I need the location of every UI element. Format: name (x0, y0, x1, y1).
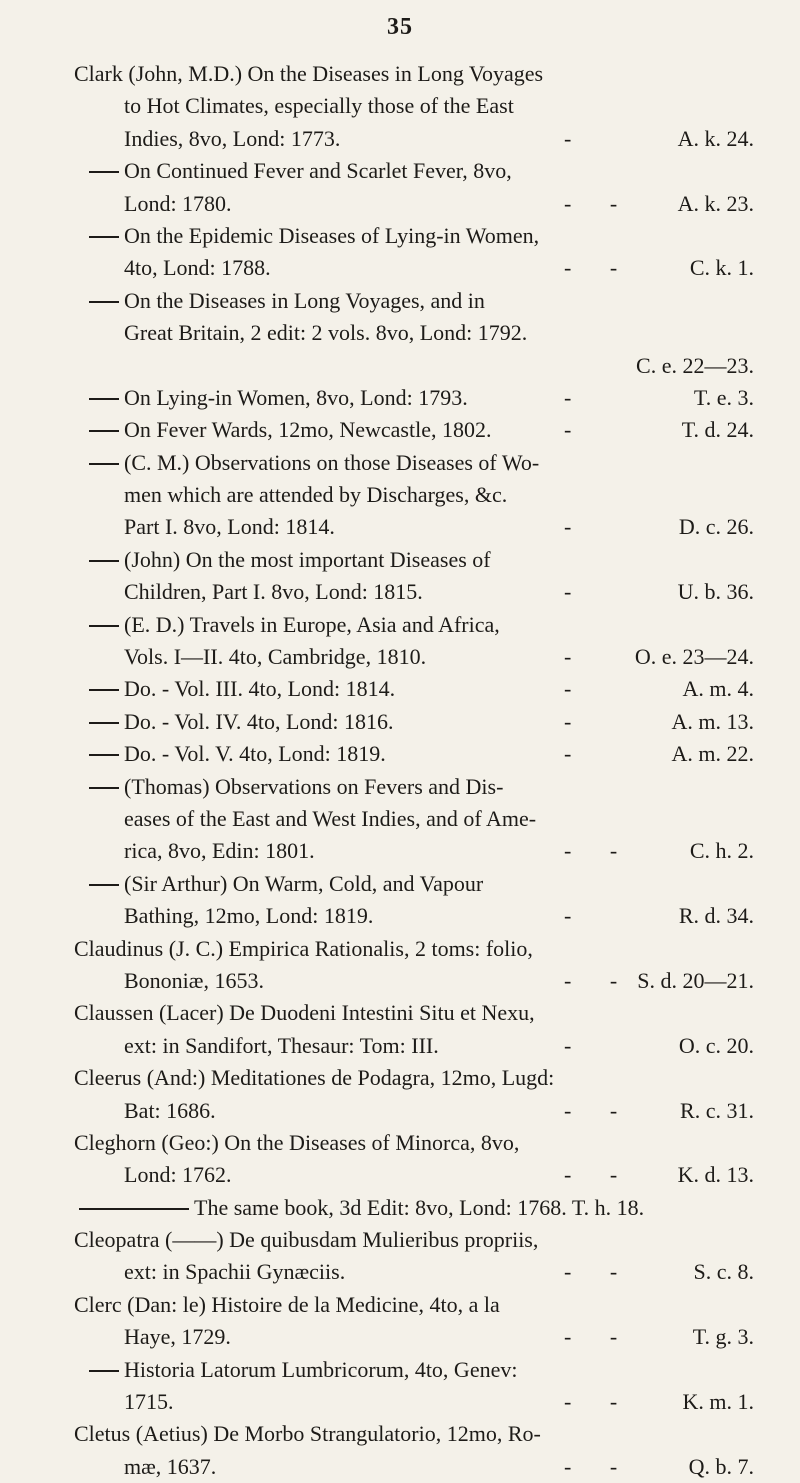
entry-text: (E. D.) Travels in Europe, Asia and Africa, (124, 611, 500, 637)
entry-text: ext: in Spachii Gynæciis. (124, 1259, 346, 1285)
catalogue-line (74, 252, 754, 284)
entry-text: Lond: 1762. (124, 1162, 232, 1188)
catalogue-entries (74, 58, 754, 1483)
shelf-reference: T. d. 24. (681, 417, 754, 443)
shelf-reference: R. d. 34. (678, 903, 754, 929)
separator-hyphen: - - (564, 1389, 618, 1415)
entry-text: Claudinus (J. C.) Empirica Rationalis, 2 toms: folio, (74, 935, 533, 961)
ditto-dash (89, 787, 119, 789)
catalogue-line (74, 965, 754, 997)
separator-hyphen: - (564, 741, 572, 767)
ditto-dash (89, 301, 119, 303)
entry-text: On Continued Fever and Scarlet Fever, 8vo, (124, 158, 512, 184)
separator-hyphen: - (564, 708, 572, 734)
entry-text: (Sir Arthur) On Warm, Cold, and Vapour (124, 870, 484, 896)
separator-hyphen: - (564, 676, 572, 702)
entry-text: eases of the East and West Indies, and of Ame- (124, 805, 537, 831)
shelf-reference: K. d. 13. (677, 1162, 754, 1188)
catalogue-line (74, 1321, 754, 1353)
entry-text: Historia Latorum Lumbricorum, 4to, Genev: (124, 1356, 518, 1382)
entry-text: men which are attended by Discharges, &c. (124, 482, 508, 508)
catalogue-line (74, 771, 754, 803)
entry-text: Cleopatra (——) De quibusdam Mulieribus propriis, (74, 1227, 539, 1253)
separator-hyphen: - - (564, 838, 618, 864)
entry-text: The same book, 3d Edit: 8vo, Lond: 1768. T. h. 18. (194, 1194, 645, 1220)
separator-hyphen: - - (564, 1324, 618, 1350)
catalogue-line (74, 317, 754, 349)
ditto-dash (89, 1370, 119, 1372)
shelf-reference: A. m. 13. (671, 708, 754, 734)
entry-text: Clark (John, M.D.) On the Diseases in Long Voyages (74, 61, 544, 86)
ditto-dash (79, 1208, 189, 1210)
shelf-reference: T. e. 3. (693, 384, 754, 410)
catalogue-line (74, 544, 754, 576)
separator-hyphen: - (564, 644, 572, 670)
ditto-dash (89, 463, 119, 465)
entry-text: Lond: 1780. (124, 190, 232, 216)
entry-text: Do. - Vol. IV. 4to, Lond: 1816. (124, 708, 394, 734)
separator-hyphen: - (564, 384, 572, 410)
entry-text: Cletus (Aetius) De Morbo Strangulatorio, 12mo, Ro- (74, 1421, 541, 1447)
entry-text: Children, Part I. 8vo, Lond: 1815. (124, 579, 423, 605)
entry-text: mæ, 1637. (124, 1453, 217, 1479)
separator-hyphen: - (564, 514, 572, 540)
entry-text: Claussen (Lacer) De Duodeni Intestini Situ et Nexu, (74, 1000, 535, 1026)
shelf-reference: Q. b. 7. (688, 1453, 754, 1479)
entry-text: On the Epidemic Diseases of Lying-in Women, (124, 222, 540, 248)
catalogue-line (74, 511, 754, 543)
shelf-reference: T. g. 3. (692, 1324, 754, 1350)
entry-text: On the Diseases in Long Voyages, and in (124, 287, 485, 313)
ditto-dash (89, 722, 119, 724)
entry-text: 1715. (124, 1389, 174, 1415)
entry-text: Bat: 1686. (124, 1097, 216, 1123)
catalogue-line (74, 738, 754, 770)
ditto-dash (89, 171, 119, 173)
catalogue-line (74, 123, 754, 155)
catalogue-line (74, 835, 754, 867)
ditto-dash (89, 398, 119, 400)
ditto-dash (89, 625, 119, 627)
catalogue-line (74, 609, 754, 641)
separator-hyphen: - (564, 579, 572, 605)
catalogue-line (74, 900, 754, 932)
entry-text: Great Britain, 2 edit: 2 vols. 8vo, Lond: 1792. (124, 320, 528, 346)
catalogue-line (74, 1127, 754, 1159)
entry-text: On Lying-in Women, 8vo, Lond: 1793. (124, 384, 468, 410)
shelf-reference: D. c. 26. (678, 514, 754, 540)
separator-hyphen: - - (564, 1259, 618, 1285)
catalogue-line (74, 1289, 754, 1321)
ditto-dash (89, 884, 119, 886)
entry-text: to Hot Climates, especially those of the East (124, 93, 514, 119)
entry-text: Do. - Vol. III. 4to, Lond: 1814. (124, 676, 396, 702)
shelf-reference: C. h. 2. (689, 838, 754, 864)
entry-text: Bathing, 12mo, Lond: 1819. (124, 903, 374, 929)
separator-hyphen: - - (564, 1162, 618, 1188)
separator-hyphen: - (564, 903, 572, 929)
catalogue-line (74, 1256, 754, 1288)
shelf-reference: O. e. 23—24. (634, 644, 754, 670)
catalogue-line (74, 803, 754, 835)
ditto-dash (89, 689, 119, 691)
shelf-reference: R. c. 31. (680, 1097, 754, 1123)
separator-hyphen: - (564, 1032, 572, 1058)
shelf-reference: A. m. 22. (671, 741, 754, 767)
catalogue-line (74, 90, 754, 122)
catalogue-line (74, 1418, 754, 1450)
shelf-reference: C. e. 22—23. (636, 352, 754, 378)
catalogue-line (74, 350, 754, 382)
catalogue-line (74, 1095, 754, 1127)
catalogue-line (74, 868, 754, 900)
entry-text: Part I. 8vo, Lond: 1814. (124, 514, 335, 540)
shelf-reference: A. k. 24. (677, 125, 754, 151)
catalogue-line (74, 706, 754, 738)
separator-hyphen: - - (564, 255, 618, 281)
catalogue-line (74, 479, 754, 511)
shelf-reference: C. k. 1. (689, 255, 754, 281)
catalogue-line (74, 1354, 754, 1386)
catalogue-line (74, 641, 754, 673)
entry-text: On Fever Wards, 12mo, Newcastle, 1802. (124, 417, 492, 443)
entry-text: 4to, Lond: 1788. (124, 255, 271, 281)
ditto-dash (89, 430, 119, 432)
catalogue-line (74, 673, 754, 705)
catalogue-line (74, 1192, 754, 1224)
shelf-reference: U. b. 36. (677, 579, 754, 605)
catalogue-line (74, 220, 754, 252)
catalogue-line (74, 1030, 754, 1062)
catalogue-line (74, 414, 754, 446)
catalogue-line (74, 58, 754, 90)
entry-text: Cleghorn (Geo:) On the Diseases of Minorca, 8vo, (74, 1129, 520, 1155)
catalogue-line (74, 1451, 754, 1483)
shelf-reference: A. k. 23. (677, 190, 754, 216)
shelf-reference: S. c. 8. (693, 1259, 754, 1285)
catalogue-line (74, 447, 754, 479)
separator-hyphen: - - (564, 967, 618, 993)
ditto-dash (89, 754, 119, 756)
separator-hyphen: - (564, 125, 572, 151)
entry-text: (C. M.) Observations on those Diseases of Wo- (124, 449, 540, 475)
entry-text: Vols. I—II. 4to, Cambridge, 1810. (124, 644, 427, 670)
entry-text: ext: in Sandifort, Thesaur: Tom: III. (124, 1032, 439, 1058)
separator-hyphen: - - (564, 190, 618, 216)
shelf-reference: A. m. 4. (682, 676, 754, 702)
catalogue-line (74, 1062, 754, 1094)
ditto-dash (89, 236, 119, 238)
shelf-reference: K. m. 1. (682, 1389, 754, 1415)
shelf-reference: O. c. 20. (678, 1032, 754, 1058)
catalogue-line (74, 382, 754, 414)
catalogue-line (74, 1386, 754, 1418)
entry-text: Haye, 1729. (124, 1324, 231, 1350)
catalogue-line (74, 997, 754, 1029)
catalogue-line (74, 285, 754, 317)
entry-text: (Thomas) Observations on Fevers and Dis- (124, 773, 504, 799)
catalogue-line (74, 1159, 754, 1191)
separator-hyphen: - (564, 417, 572, 443)
separator-hyphen: - - (564, 1453, 618, 1479)
catalogue-line (74, 188, 754, 220)
entry-text: rica, 8vo, Edin: 1801. (124, 838, 315, 864)
entry-text: Indies, 8vo, Lond: 1773. (124, 125, 341, 151)
catalogue-line (74, 1224, 754, 1256)
entry-text: Bononiæ, 1653. (124, 967, 264, 993)
ditto-dash (89, 560, 119, 562)
separator-hyphen: - - (564, 1097, 618, 1123)
catalogue-line (74, 155, 754, 187)
shelf-reference: S. d. 20—21. (637, 967, 754, 993)
entry-text: Clerc (Dan: le) Histoire de la Medicine, 4to, a la (74, 1291, 500, 1317)
page-number: 35 (387, 14, 413, 40)
entry-text: Do. - Vol. V. 4to, Lond: 1819. (124, 741, 386, 767)
catalogue-line (74, 576, 754, 608)
entry-text: (John) On the most important Diseases of (124, 546, 491, 572)
catalogue-line (74, 933, 754, 965)
entry-text: Cleerus (And:) Meditationes de Podagra, 12mo, Lugd: (74, 1065, 555, 1091)
